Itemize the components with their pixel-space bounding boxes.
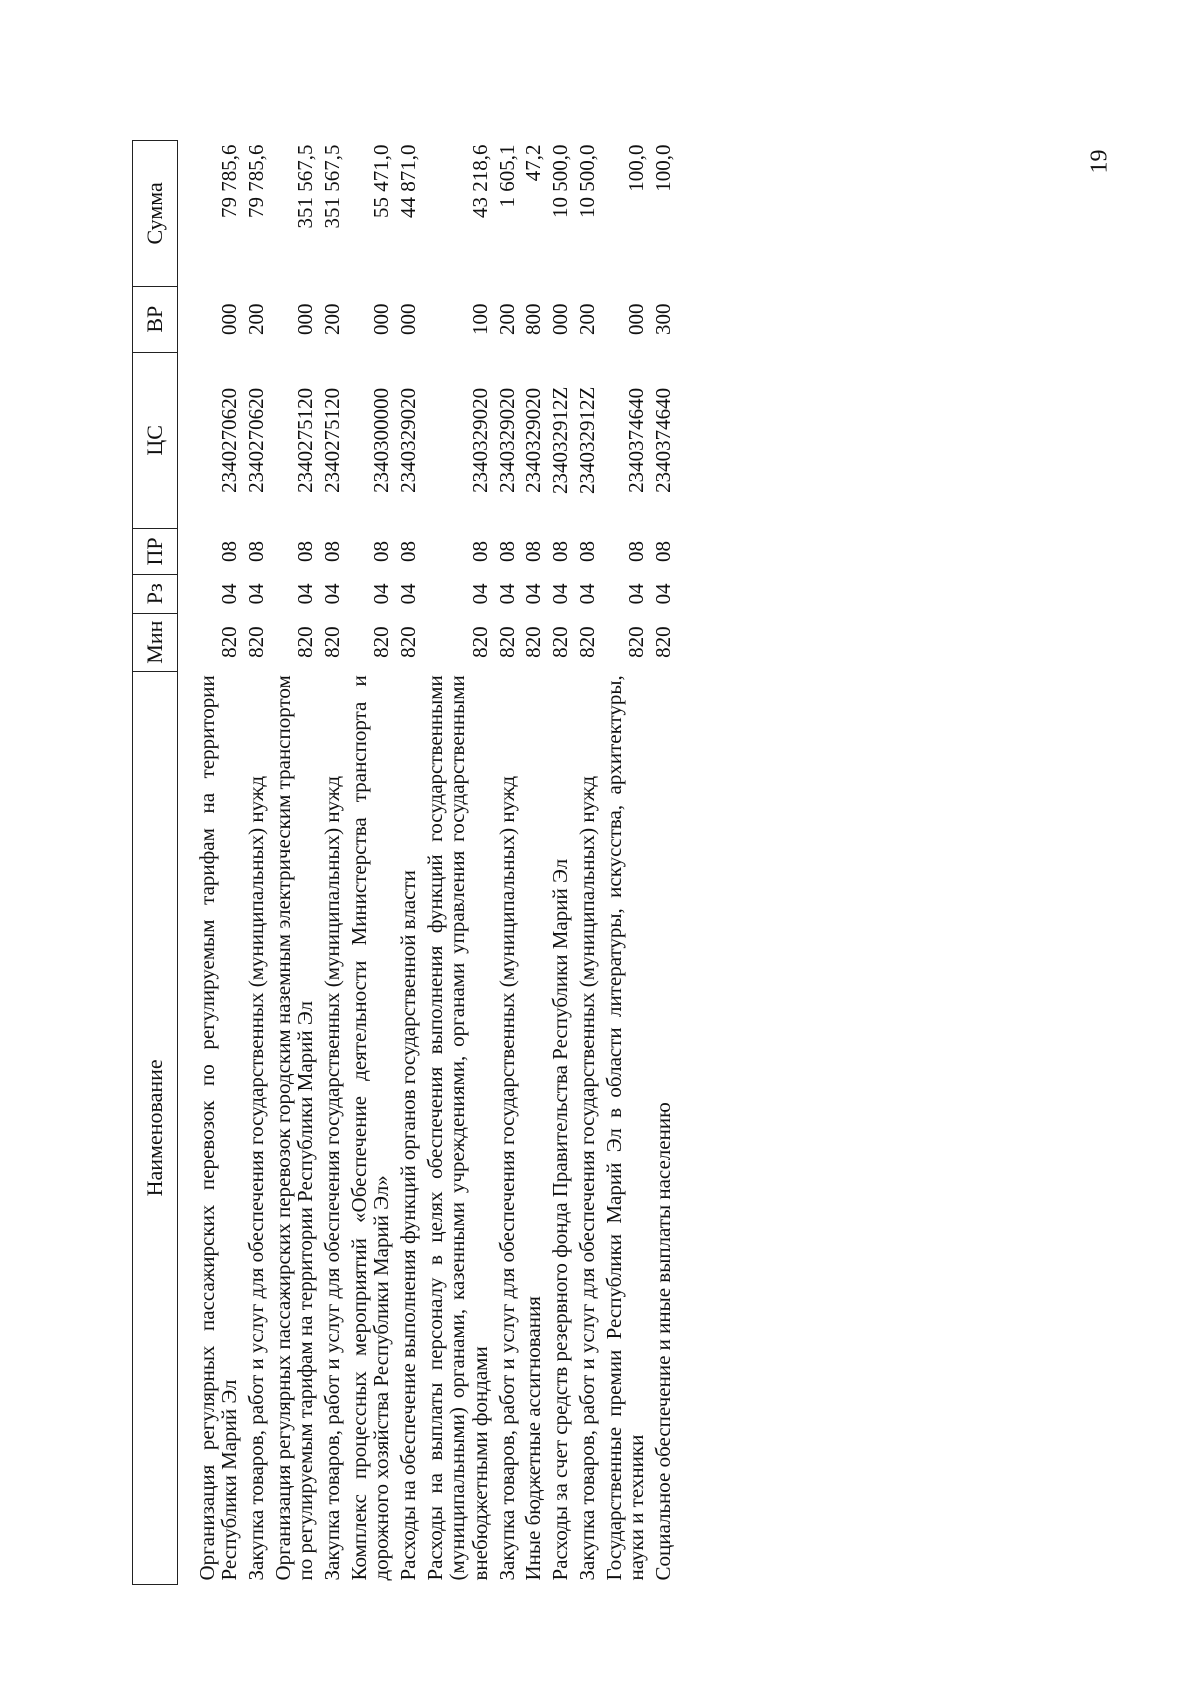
cell-sum: 79 785,6	[217, 144, 242, 218]
table-body	[177, 141, 677, 1585]
cell-cs: 2340329020	[468, 387, 493, 493]
rotated-page-content	[132, 140, 1052, 1585]
cell-name: Комплекс процессных мероприятий «Обеспечение деятельности Министерства транспорта и дорожного хозяйства Республики Марий Эл»	[346, 675, 394, 1581]
cell-name: Иные бюджетные ассигнования	[521, 1296, 546, 1581]
cell-vr: 200	[494, 303, 519, 335]
cell-pr: 08	[320, 540, 345, 562]
cell-vr: 000	[293, 303, 318, 335]
cell-sum: 10 500,0	[574, 144, 599, 218]
cell-rz: 04	[574, 583, 599, 605]
table-row	[548, 141, 575, 1585]
cell-cs: 2340374640	[624, 387, 649, 493]
cell-min: 820	[521, 626, 546, 658]
cell-sum: 10 500,0	[548, 144, 573, 218]
budget-table	[132, 140, 678, 1585]
cell-min: 820	[650, 626, 675, 658]
table-row	[495, 141, 522, 1585]
table-row	[347, 141, 396, 1585]
cell-sum: 47,2	[521, 144, 546, 182]
cell-name: Закупка товаров, работ и услуг для обеспечения государственных (муниципальных) нужд	[244, 775, 269, 1581]
cell-min: 820	[468, 626, 493, 658]
cell-rz: 04	[320, 583, 345, 605]
column-header-name: Наименование	[133, 671, 178, 1584]
cell-min: 820	[293, 626, 318, 658]
cell-min: 820	[369, 626, 394, 658]
cell-vr: 000	[217, 303, 242, 335]
cell-rz: 04	[624, 583, 649, 605]
table-row	[177, 141, 244, 1585]
cell-sum: 79 785,6	[244, 144, 269, 218]
cell-vr: 000	[624, 303, 649, 335]
table-row	[320, 141, 347, 1585]
cell-name: Организация регулярных пассажирских перевозок городским наземным электрическим транспортом по регулируемым тарифам на территории Республики Марий Эл	[270, 675, 318, 1581]
cell-rz: 04	[521, 583, 546, 605]
cell-rz: 04	[548, 583, 573, 605]
table-row	[651, 141, 678, 1585]
cell-vr: 200	[320, 303, 345, 335]
cell-vr: 200	[244, 303, 269, 335]
cell-pr: 08	[396, 540, 421, 562]
table-row	[575, 141, 602, 1585]
table-row	[602, 141, 651, 1585]
cell-pr: 08	[244, 540, 269, 562]
cell-cs: 2340275120	[320, 387, 345, 493]
cell-vr: 000	[369, 303, 394, 335]
cell-sum: 351 567,5	[320, 144, 345, 229]
cell-pr: 08	[369, 540, 394, 562]
cell-min: 820	[548, 626, 573, 658]
table-row	[396, 141, 423, 1585]
column-header-vr: ВР	[133, 286, 178, 352]
cell-min: 820	[217, 626, 242, 658]
cell-pr: 08	[293, 540, 318, 562]
cell-vr: 100	[468, 303, 493, 335]
cell-min: 820	[624, 626, 649, 658]
cell-name: Расходы на выплаты персоналу в целях обеспечения выполнения функций государственными (муниципальными) органами, казенными учреждениями, органами управления государственными внебюджетными фондами	[422, 675, 493, 1581]
column-header-min: Мин	[133, 613, 178, 671]
cell-vr: 200	[574, 303, 599, 335]
cell-sum: 44 871,0	[396, 144, 421, 218]
cell-rz: 04	[494, 583, 519, 605]
cell-cs: 2340329020	[494, 387, 519, 493]
cell-name: Расходы на обеспечение выполнения функций органов государственной власти	[396, 870, 421, 1581]
cell-name: Закупка товаров, работ и услуг для обеспечения государственных (муниципальных) нужд	[320, 775, 345, 1581]
cell-sum: 351 567,5	[293, 144, 318, 229]
cell-name: Организация регулярных пассажирских перевозок по регулируемым тарифам на территории Республики Марий Эл	[194, 675, 242, 1581]
cell-sum: 43 218,6	[468, 144, 493, 218]
cell-pr: 08	[468, 540, 493, 562]
table-row	[271, 141, 320, 1585]
cell-rz: 04	[369, 583, 394, 605]
cell-name: Государственные премии Республики Марий Эл в области литературы, искусства, архитектуры, науки и техники	[601, 675, 649, 1581]
cell-sum: 55 471,0	[369, 144, 394, 218]
cell-rz: 04	[650, 583, 675, 605]
cell-name: Социальное обеспечение и иные выплаты населению	[650, 1102, 675, 1581]
cell-pr: 08	[521, 540, 546, 562]
column-header-sum: Сумма	[133, 141, 178, 287]
table-header	[133, 141, 178, 1585]
cell-cs: 2340374640	[650, 387, 675, 493]
table-row	[521, 141, 548, 1585]
cell-pr: 08	[574, 540, 599, 562]
column-header-pr: ПР	[133, 528, 178, 574]
cell-pr: 08	[548, 540, 573, 562]
cell-name: Закупка товаров, работ и услуг для обеспечения государственных (муниципальных) нужд	[494, 775, 519, 1581]
cell-cs: 2340270620	[244, 387, 269, 493]
column-header-rz: Рз	[133, 575, 178, 613]
cell-sum: 100,0	[650, 144, 675, 192]
cell-vr: 000	[548, 303, 573, 335]
cell-vr: 000	[396, 303, 421, 335]
cell-vr: 300	[650, 303, 675, 335]
cell-sum: 1 605,1	[494, 144, 519, 208]
cell-min: 820	[574, 626, 599, 658]
cell-pr: 08	[650, 540, 675, 562]
cell-vr: 800	[521, 303, 546, 335]
page-number: 19	[1086, 149, 1113, 174]
cell-cs: 2340270620	[217, 387, 242, 493]
cell-name: Расходы за счет средств резервного фонда Правительства Республики Марий Эл	[548, 858, 573, 1581]
cell-min: 820	[244, 626, 269, 658]
cell-rz: 04	[244, 583, 269, 605]
cell-cs: 2340275120	[293, 387, 318, 493]
table-row	[244, 141, 271, 1585]
cell-rz: 04	[293, 583, 318, 605]
cell-name: Закупка товаров, работ и услуг для обеспечения государственных (муниципальных) нужд	[574, 775, 599, 1581]
cell-cs: 2340300000	[369, 387, 394, 493]
cell-pr: 08	[624, 540, 649, 562]
cell-rz: 04	[217, 583, 242, 605]
cell-cs: 2340329020	[396, 387, 421, 493]
column-header-cs: ЦС	[133, 352, 178, 528]
cell-pr: 08	[217, 540, 242, 562]
cell-cs: 234032912Z	[548, 386, 573, 494]
cell-cs: 2340329020	[521, 387, 546, 493]
cell-min: 820	[494, 626, 519, 658]
cell-sum: 100,0	[624, 144, 649, 192]
cell-rz: 04	[396, 583, 421, 605]
cell-min: 820	[396, 626, 421, 658]
cell-rz: 04	[468, 583, 493, 605]
table-row	[423, 141, 495, 1585]
cell-pr: 08	[494, 540, 519, 562]
cell-cs: 234032912Z	[574, 386, 599, 494]
cell-min: 820	[320, 626, 345, 658]
